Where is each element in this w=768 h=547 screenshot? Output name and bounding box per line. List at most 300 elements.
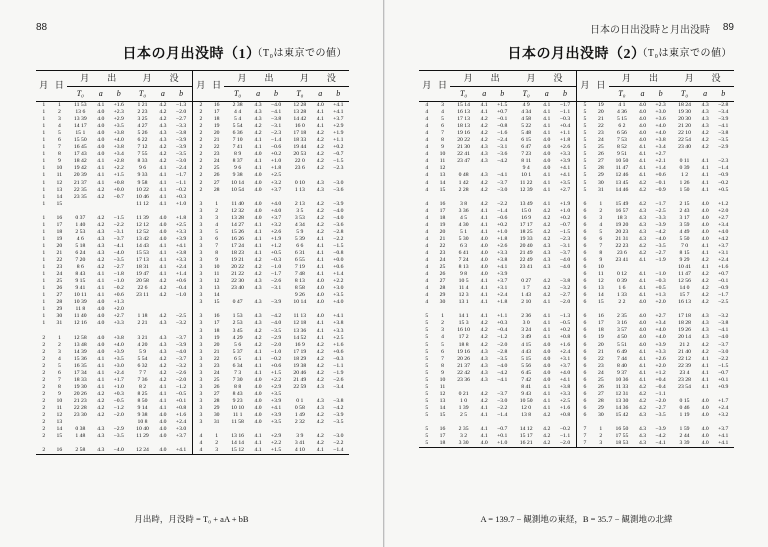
- table-cell: 23 28: [678, 376, 691, 383]
- table-cell: [93, 419, 108, 426]
- table-cell: +1.1: [559, 130, 571, 137]
- table-cell: 4.0: [543, 151, 551, 158]
- table-cell: −0.7: [113, 193, 124, 200]
- table-cell: 4.3: [638, 235, 647, 242]
- table-row: [419, 144, 734, 151]
- table-cell: +2.3: [655, 102, 666, 108]
- table-cell: [539, 419, 554, 426]
- table-cell: 4.0: [480, 249, 488, 256]
- table-cell: 4.1: [480, 411, 488, 418]
- table-row: [419, 313, 734, 320]
- table-cell: 2: [215, 440, 219, 447]
- table-cell: 2: [42, 362, 46, 369]
- table-row: [419, 243, 734, 250]
- table-row: [36, 257, 349, 264]
- table-cell: 21 22: [231, 271, 244, 278]
- table-cell: 4 50: [616, 334, 627, 341]
- table-cell: 3: [192, 320, 208, 327]
- table-cell: 13 39: [73, 116, 87, 123]
- table-cell: 4.0: [543, 355, 551, 362]
- table-cell: 4.2: [543, 207, 551, 214]
- table-cell: [192, 306, 208, 313]
- table-cell: 23 41: [519, 264, 533, 271]
- table-cell: +0.8: [113, 179, 124, 186]
- table-cell: 4.2: [701, 130, 709, 137]
- table-cell: 2: [42, 355, 46, 362]
- table-cell: 4.0: [638, 313, 647, 320]
- table-cell: 30: [213, 412, 220, 419]
- table-cell: −3.5: [497, 355, 508, 362]
- table-cell: 4.1: [254, 137, 262, 144]
- table-cell: [539, 306, 554, 313]
- table-cell: 13 42: [136, 235, 149, 242]
- table-cell: 4.2: [254, 341, 262, 348]
- table-cell: 4.0: [254, 151, 262, 158]
- table-cell: 4.1: [543, 397, 551, 404]
- table-cell: 3: [215, 447, 219, 454]
- table-cell: 4.1: [701, 369, 709, 376]
- table-row: [419, 342, 734, 349]
- table-cell: 4.1: [480, 313, 488, 320]
- table-cell: −3.2: [175, 320, 187, 327]
- table-cell: 4.3: [159, 137, 167, 144]
- table-cell: [435, 419, 451, 426]
- table-cell: [450, 384, 476, 391]
- table-cell: 2: [42, 334, 46, 341]
- page-title: [0, 43, 383, 63]
- table-cell: 1: [42, 200, 46, 207]
- table-cell: [593, 194, 609, 201]
- table-cell: −2.7: [175, 116, 187, 123]
- table-cell: −0.9: [718, 172, 729, 179]
- table-cell: 28: [213, 397, 220, 404]
- table-row: [36, 419, 349, 426]
- table-cell: [265, 306, 286, 313]
- table-cell: 4.2: [638, 186, 647, 193]
- table-cell: 2: [215, 207, 219, 214]
- table-cell: +0.5: [270, 249, 282, 256]
- page-number: 89: [722, 22, 734, 33]
- table-cell: 4.1: [97, 165, 105, 172]
- table-cell: 23 11: [136, 292, 149, 299]
- table-cell: 4.2: [159, 278, 167, 285]
- table-cell: 4.1: [480, 214, 488, 221]
- table-cell: +3.4: [655, 320, 666, 327]
- table-cell: 3: [192, 264, 208, 271]
- table-cell: 6 45: [521, 369, 532, 376]
- table-cell: 4.0: [701, 221, 709, 228]
- table-cell: 7 44: [616, 355, 627, 362]
- table-cell: −3.0: [333, 179, 344, 186]
- table-cell: 19 26: [678, 327, 691, 334]
- table-cell: +1.2: [270, 242, 282, 249]
- table-cell: 0 1: [296, 397, 304, 404]
- table-cell: −3.8: [270, 116, 282, 123]
- table-cell: [170, 208, 192, 215]
- table-cell: +1.5: [497, 102, 508, 108]
- table-cell: 3: [192, 236, 208, 243]
- table-cell: 4.1: [701, 355, 709, 362]
- table-cell: 4.0: [543, 362, 551, 369]
- table-cell: 8 13: [294, 278, 305, 285]
- header-month: 月: [576, 71, 593, 102]
- table-row: [419, 334, 734, 341]
- table-cell: 0 12: [616, 271, 627, 278]
- table-cell: 9 14: [137, 405, 148, 412]
- table-cell: −0.7: [333, 151, 344, 158]
- table-cell: 18 33: [73, 376, 87, 383]
- table-cell: +1.9: [559, 200, 571, 207]
- table-cell: 4: [425, 116, 429, 123]
- moonrise-moonset-table-2: [419, 70, 734, 449]
- table-cell: +0.2: [559, 214, 571, 221]
- table-row: [419, 327, 734, 334]
- table-cell: −1.9: [333, 369, 344, 376]
- table-cell: +0.6: [270, 362, 282, 369]
- table-cell: [492, 384, 513, 391]
- table-cell: 11: [439, 383, 446, 390]
- table-cell: 4.0: [701, 200, 709, 207]
- table-cell: 1 49: [294, 412, 305, 419]
- table-cell: 4.3: [254, 299, 262, 306]
- table-cell: 1 33: [616, 292, 627, 299]
- table-cell: 4.1: [543, 130, 551, 137]
- table-cell: 4.2: [316, 151, 324, 158]
- table-cell: [108, 440, 129, 447]
- table-cell: 8 41: [521, 383, 532, 390]
- table-cell: 4.1: [159, 383, 167, 390]
- table-cell: 13 28: [231, 214, 244, 221]
- table-cell: 4.2: [254, 130, 262, 137]
- table-cell: 4.1: [480, 433, 488, 440]
- table-cell: 4.0: [254, 200, 262, 207]
- table-cell: 4 34: [294, 221, 305, 228]
- table-cell: 18 53: [615, 440, 629, 447]
- table-cell: +2.1: [655, 158, 666, 165]
- table-cell: +3.3: [113, 320, 124, 327]
- table-cell: −2.9: [113, 426, 124, 433]
- table-cell: 23 47: [457, 158, 470, 165]
- table-cell: −1.7: [718, 292, 729, 299]
- table-cell: 4 4: [234, 109, 242, 116]
- table-cell: 21 31: [615, 235, 629, 242]
- table-cell: 1: [42, 158, 46, 165]
- table-cell: 22: [597, 123, 604, 130]
- table-cell: +4.1: [270, 405, 282, 412]
- table-cell: −1.4: [270, 137, 282, 144]
- table-cell: [224, 306, 250, 313]
- table-cell: [450, 194, 476, 201]
- table-row: [419, 363, 734, 370]
- table-cell: 7 24: [458, 256, 469, 263]
- table-cell: [224, 194, 250, 201]
- table-cell: 1: [42, 285, 46, 292]
- table-cell: 1 43: [521, 292, 532, 299]
- table-cell: −3.2: [718, 313, 729, 320]
- table-cell: 2: [42, 390, 46, 397]
- table-cell: 4.0: [638, 320, 647, 327]
- table-cell: 13: [597, 285, 604, 292]
- table-cell: 22 42: [457, 369, 470, 376]
- table-cell: 3 41: [294, 440, 305, 447]
- header-b: b: [492, 87, 513, 102]
- table-cell: 4.1: [254, 369, 262, 376]
- table-cell: +2.9: [270, 433, 282, 440]
- table-cell: 6: [57, 369, 61, 376]
- table-cell: 12 32: [231, 207, 244, 214]
- table-cell: +4.1: [175, 447, 187, 454]
- table-cell: 4.3: [543, 256, 551, 263]
- table-cell: 9 15: [75, 278, 86, 285]
- table-cell: 3: [192, 285, 208, 292]
- table-cell: 4: [192, 433, 208, 440]
- table-cell: 31: [597, 186, 604, 193]
- table-cell: 4.1: [638, 292, 647, 299]
- table-cell: [513, 306, 539, 313]
- table-cell: 12 16: [73, 320, 87, 327]
- table-cell: 4.1: [543, 383, 551, 390]
- header-a: a: [539, 87, 554, 102]
- header-day: 日: [435, 71, 451, 102]
- table-cell: −1.4: [497, 411, 508, 418]
- table-cell: +2.6: [559, 144, 571, 151]
- table-cell: 4.3: [97, 433, 105, 440]
- table-cell: 5: [576, 109, 593, 116]
- table-row: [36, 313, 349, 320]
- table-cell: −3.0: [718, 348, 729, 355]
- table-cell: −4.0: [559, 256, 571, 263]
- table-cell: 4.0: [159, 426, 167, 433]
- table-cell: −1.7: [655, 200, 666, 207]
- table-cell: 19: [597, 334, 604, 341]
- table-cell: +1.3: [113, 299, 124, 306]
- table-cell: 20 46: [293, 369, 307, 376]
- table-cell: 2 58: [75, 447, 86, 454]
- table-cell: 4.0: [159, 228, 167, 235]
- table-cell: 1 48: [75, 433, 86, 440]
- table-cell: −0.2: [175, 186, 187, 193]
- table-cell: −0.3: [333, 355, 344, 362]
- table-cell: +4.1: [559, 165, 571, 172]
- table-cell: 4.1: [638, 144, 647, 151]
- table-cell: −3.4: [718, 109, 729, 116]
- table-cell: 13 28: [293, 109, 307, 116]
- table-cell: 22 0: [294, 158, 305, 165]
- table-cell: 18 28: [678, 320, 691, 327]
- table-row: [36, 194, 349, 201]
- table-cell: [698, 391, 713, 398]
- table-cell: 17 13: [136, 257, 149, 264]
- table-cell: 4.0: [480, 235, 488, 242]
- table-cell: 4 49: [679, 228, 690, 235]
- table-cell: 5: [425, 411, 429, 418]
- table-cell: 4.3: [480, 151, 488, 158]
- table-cell: 4.1: [159, 257, 167, 264]
- table-cell: 3 57: [616, 327, 627, 334]
- table-cell: 16 57: [615, 207, 629, 214]
- table-cell: 4.0: [254, 419, 262, 426]
- table-cell: +1.8: [497, 235, 508, 242]
- table-cell: 4.2: [316, 348, 324, 355]
- table-cell: +1.6: [559, 341, 571, 348]
- table-cell: 4.2: [543, 440, 551, 447]
- table-cell: 10 1: [521, 172, 532, 179]
- table-cell: 7: [576, 433, 593, 440]
- table-cell: 0 39: [679, 165, 690, 172]
- table-cell: −4.1: [497, 376, 508, 383]
- table-cell: 2 23: [137, 109, 148, 116]
- table-cell: [328, 194, 349, 201]
- table-cell: 22: [439, 242, 446, 249]
- table-cell: 9: [441, 144, 444, 151]
- table-cell: 4.1: [254, 242, 262, 249]
- table-cell: 5: [425, 369, 429, 376]
- table-cell: 4.2: [316, 440, 324, 447]
- table-cell: −4.1: [497, 172, 508, 179]
- table-cell: 4.1: [701, 172, 709, 179]
- table-cell: 4.2: [159, 285, 167, 292]
- table-cell: −3.9: [718, 116, 729, 123]
- table-cell: 1: [42, 271, 46, 278]
- table-cell: 11 40: [231, 200, 244, 207]
- table-cell: 18 31: [136, 264, 149, 271]
- table-cell: 2: [192, 158, 208, 165]
- table-cell: 4.1: [159, 264, 167, 271]
- table-cell: 12 58: [73, 334, 87, 341]
- table-cell: 1: [42, 299, 46, 306]
- table-cell: 4.3: [480, 348, 488, 355]
- table-cell: [93, 201, 108, 208]
- table-cell: 3: [192, 335, 208, 342]
- table-cell: 19: [56, 235, 63, 242]
- table-cell: −2.6: [333, 376, 344, 383]
- table-cell: 17 18: [678, 313, 691, 320]
- table-cell: 11 4: [458, 285, 469, 292]
- table-cell: 4.2: [701, 292, 709, 299]
- header-b: b: [108, 87, 129, 102]
- table-cell: −1.0: [175, 292, 187, 299]
- table-cell: [313, 391, 328, 398]
- table-cell: 23: [213, 362, 220, 369]
- table-cell: 4: [599, 221, 603, 228]
- table-cell: 10 39: [73, 299, 87, 306]
- table-cell: 2: [441, 320, 444, 327]
- table-cell: 4.0: [701, 411, 709, 418]
- table-cell: [554, 271, 576, 278]
- table-cell: 3: [192, 398, 208, 405]
- table-cell: 28: [597, 165, 604, 172]
- table-cell: 4.3: [159, 341, 167, 348]
- table-cell: 7 23: [521, 151, 532, 158]
- table-cell: 2: [42, 397, 46, 404]
- table-cell: 4.1: [638, 172, 647, 179]
- table-cell: 5: [576, 137, 593, 144]
- table-cell: 6 5: [234, 355, 242, 362]
- table-cell: 17 34: [73, 369, 87, 376]
- table-cell: [129, 299, 155, 306]
- table-cell: 9 4: [522, 165, 530, 172]
- table-cell: 13: [213, 285, 220, 292]
- table-cell: 5: [599, 228, 603, 235]
- table-row: [36, 405, 349, 412]
- table-cell: 4.1: [638, 256, 647, 263]
- table-cell: 4.1: [159, 271, 167, 278]
- table-cell: 4.1: [254, 433, 262, 440]
- table-cell: 0 47: [232, 299, 243, 306]
- table-cell: +0.4: [559, 123, 571, 130]
- table-cell: 4.2: [480, 137, 488, 144]
- table-cell: 6: [576, 215, 593, 222]
- table-cell: 2: [42, 412, 46, 419]
- table-cell: 4.3: [480, 172, 488, 179]
- table-cell: 3: [192, 229, 208, 236]
- table-cell: +4.1: [718, 440, 729, 447]
- table-cell: 5: [576, 130, 593, 137]
- table-cell: [477, 194, 492, 201]
- table-cell: 17: [439, 207, 446, 214]
- table-cell: 23 40: [231, 285, 244, 292]
- table-cell: +0.6: [333, 264, 344, 271]
- table-cell: 29: [213, 405, 220, 412]
- table-cell: 8: [441, 137, 444, 144]
- table-row: [419, 384, 734, 391]
- table-cell: +3.7: [718, 426, 729, 433]
- table-cell: 4.2: [254, 257, 262, 264]
- table-cell: 4.2: [316, 376, 324, 383]
- table-cell: 4.1: [543, 320, 551, 327]
- table-cell: 4.2: [254, 264, 262, 271]
- table-row: [36, 172, 349, 179]
- table-cell: 4.0: [254, 172, 262, 179]
- table-cell: 4.2: [543, 214, 551, 221]
- moonrise-moonset-table-1: [36, 70, 349, 456]
- table-cell: 4.2: [480, 200, 488, 207]
- table-cell: 12 24: [136, 447, 149, 454]
- table-cell: 12: [213, 278, 220, 285]
- table-row: [36, 264, 349, 271]
- table-cell: 25: [213, 376, 220, 383]
- table-cell: +3.6: [655, 116, 666, 123]
- table-cell: 3 2: [460, 433, 468, 440]
- table-row: [419, 377, 734, 384]
- header-t0: T₀: [450, 87, 476, 102]
- table-cell: [156, 299, 171, 306]
- table-cell: 4.0: [159, 447, 167, 454]
- table-row: [36, 356, 349, 363]
- table-cell: [251, 194, 266, 201]
- table-cell: −3.1: [270, 123, 282, 130]
- table-cell: [671, 419, 697, 426]
- table-cell: 4: [192, 447, 208, 455]
- table-cell: 20 22: [231, 264, 244, 271]
- table-cell: 16 50: [615, 426, 629, 433]
- table-cell: +1.6: [333, 341, 344, 348]
- table-cell: −2.7: [655, 249, 666, 256]
- table-cell: 4.1: [97, 292, 105, 299]
- table-cell: 4.1: [480, 109, 488, 116]
- table-cell: 3: [57, 116, 61, 123]
- page-title: [385, 43, 768, 63]
- table-cell: 4.3: [701, 320, 709, 327]
- table-cell: 4.1: [316, 264, 324, 271]
- table-cell: 4.3: [701, 327, 709, 334]
- table-cell: 15 14: [457, 102, 470, 108]
- table-cell: 18 24: [678, 102, 691, 108]
- table-cell: 8: [599, 249, 603, 256]
- table-cell: +1.6: [718, 264, 729, 271]
- table-cell: −0.9: [718, 285, 729, 292]
- table-cell: +0.2: [270, 151, 282, 158]
